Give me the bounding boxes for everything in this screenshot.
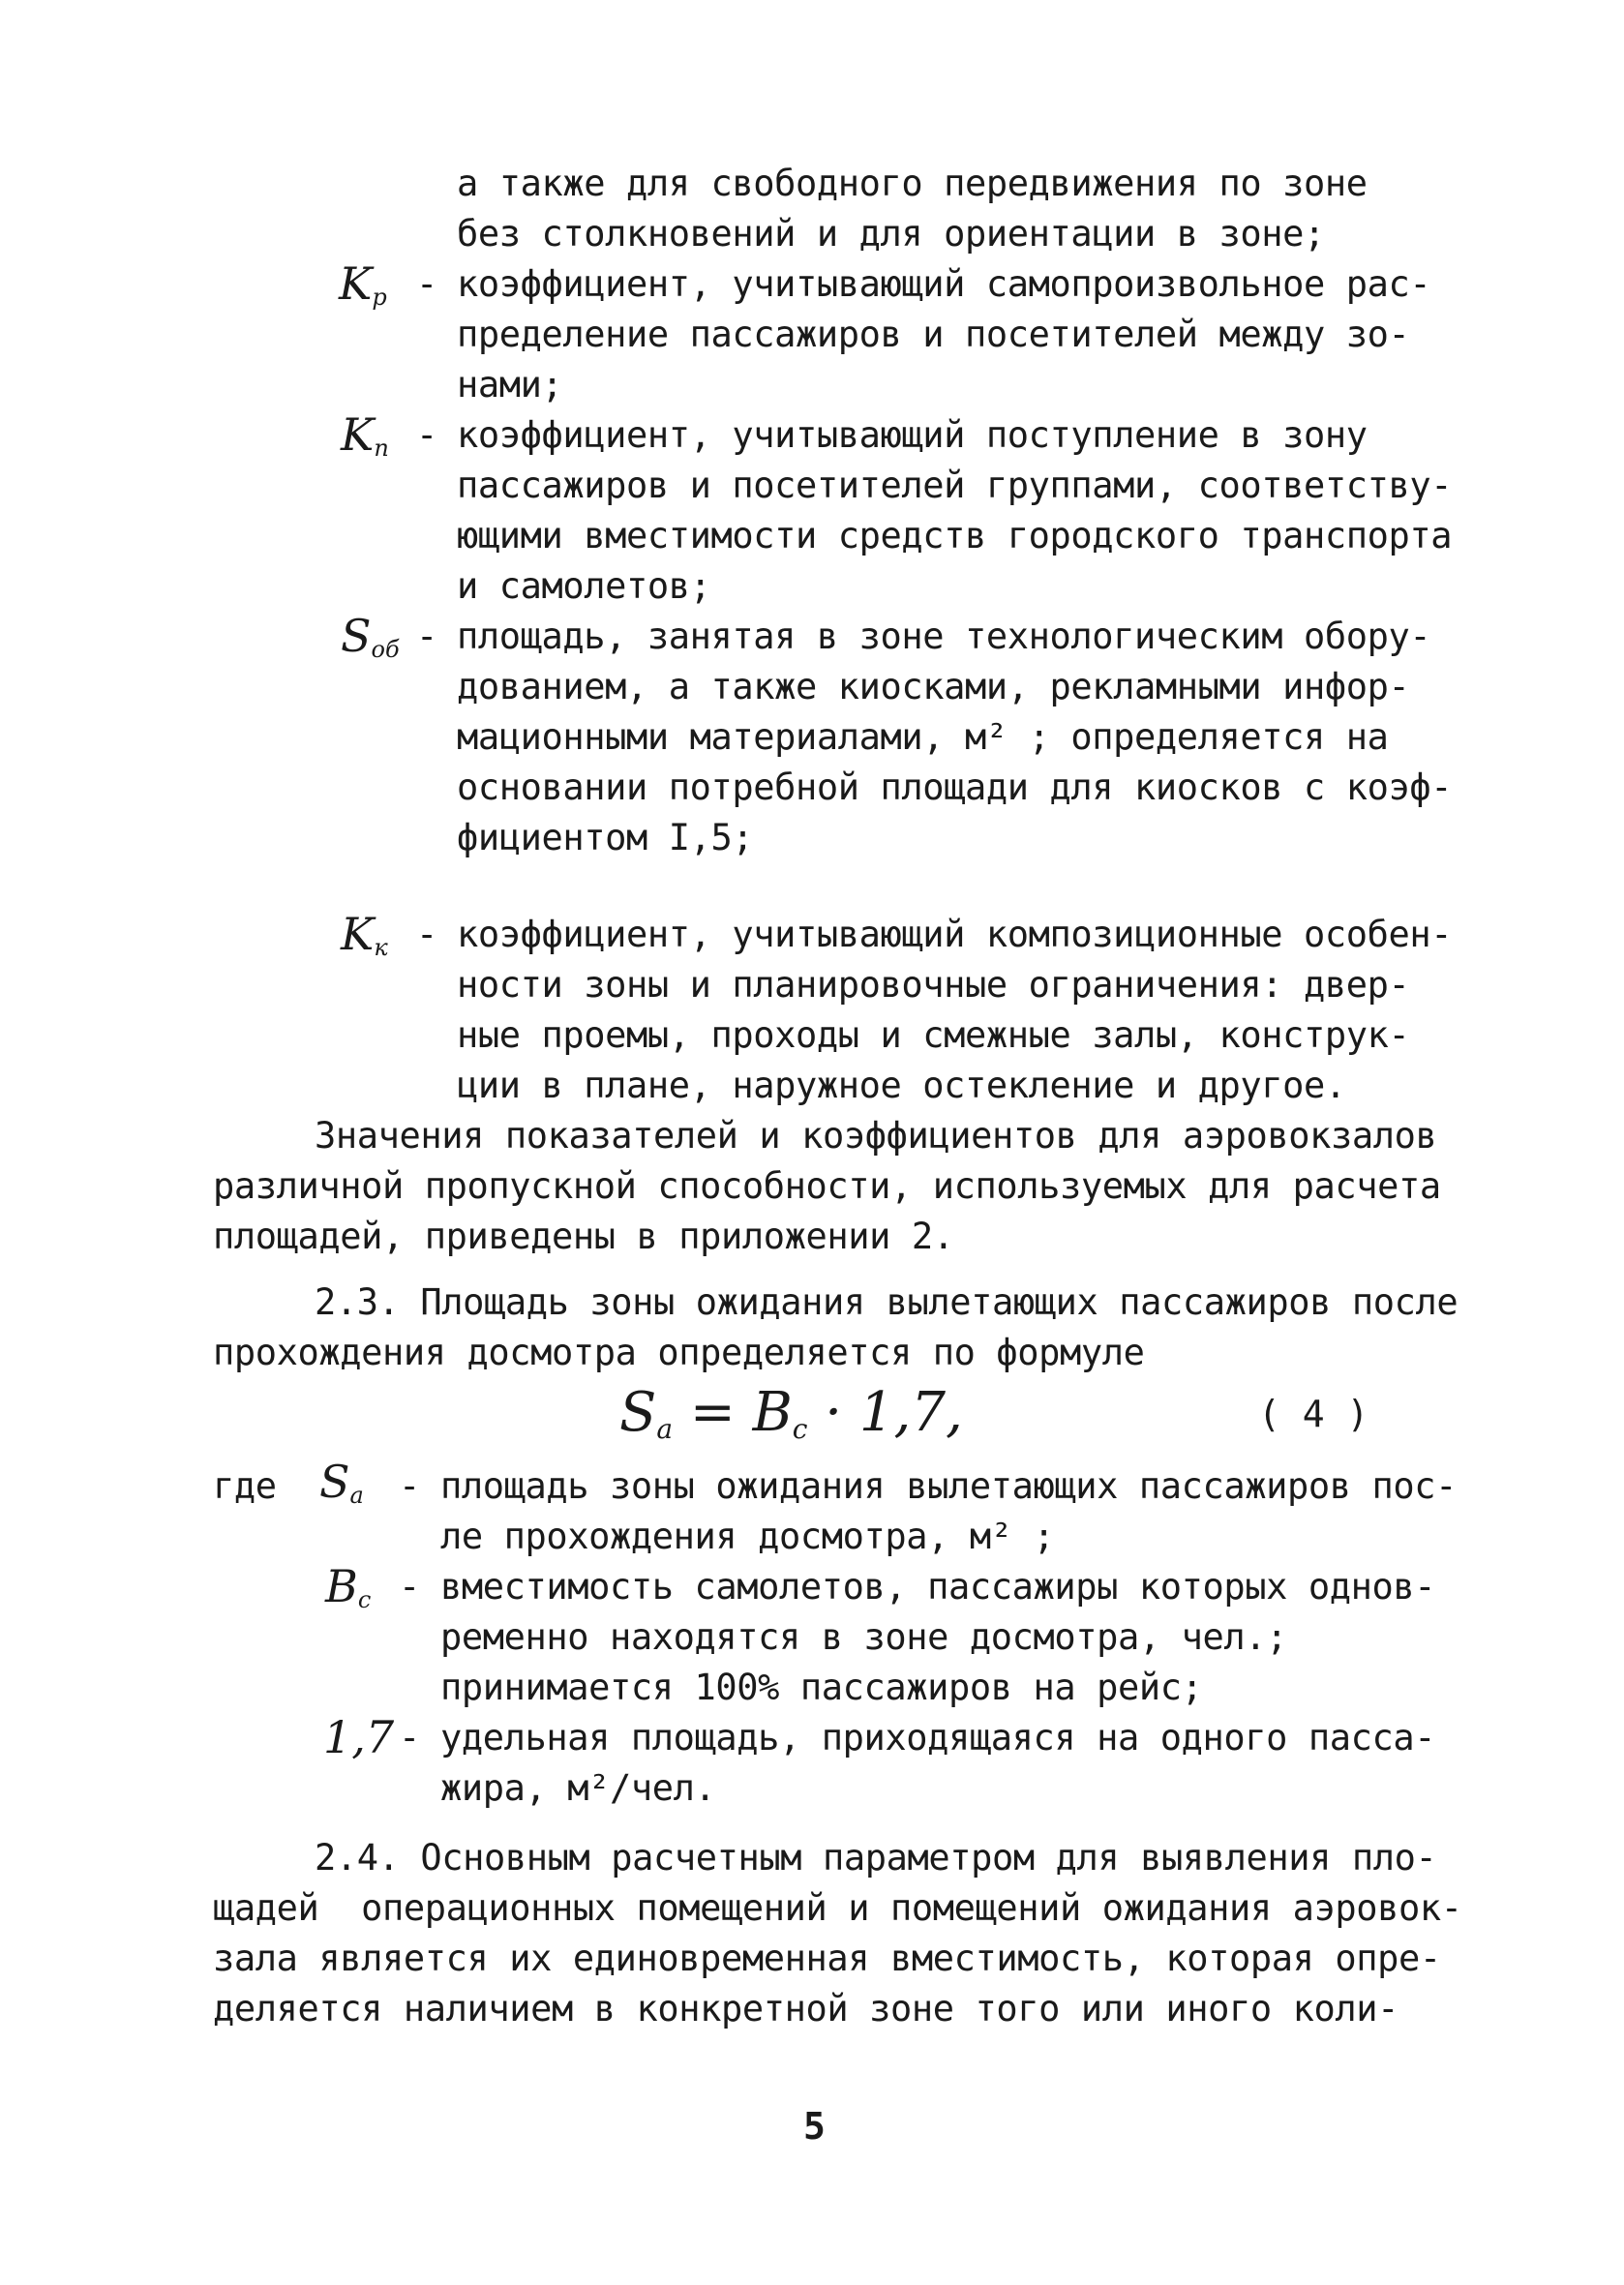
kn-line-3: ющими вместимости средств городского транспорта — [457, 515, 1453, 556]
dash: - — [416, 616, 437, 657]
sob-line-1: площадь, занятая в зоне технологическим обору- — [457, 616, 1431, 657]
dash: - — [416, 914, 437, 955]
intro-line-1: а также для свободного передвижения по зоне — [457, 163, 1368, 204]
sob-line-3: мационными материалами, м² ; определяется на — [457, 716, 1389, 758]
kn-line-2: пассажиров и посетителей группами, соответству- — [457, 465, 1453, 506]
symbol-bc: $B_c$ — [325, 1560, 372, 1613]
kp-line-2: пределение пассажиров и посетителей между зо- — [457, 314, 1410, 355]
dash: - — [399, 1717, 420, 1759]
para-24-line-1: 2.4. Основным расчетным параметром для выявления пло- — [315, 1837, 1437, 1879]
where-label: где — [213, 1465, 277, 1507]
dash: - — [399, 1465, 420, 1507]
para-23-line-2: прохождения досмотра определяется по формуле — [213, 1332, 1145, 1373]
para-23-line-1: 2.3. Площадь зоны ожидания вылетающих пассажиров после — [315, 1281, 1459, 1323]
symbol-sa: $S_a$ — [319, 1456, 364, 1509]
formula-4: $S_a = B_c \cdot 1,7$, — [619, 1381, 963, 1445]
kk-line-4: ции в плане, наружное остекление и другое. — [457, 1065, 1346, 1106]
sob-line-5: фициентом I,5; — [457, 817, 754, 858]
kp-line-1: коэффициент, учитывающий самопроизвольное рас- — [457, 263, 1431, 305]
kp-line-3: нами; — [457, 364, 563, 406]
para-24-line-2: щадей операционных помещений и помещений ожидания аэровок- — [213, 1887, 1462, 1929]
bc-line-1: вместимость самолетов, пассажиры которых однов- — [440, 1566, 1436, 1608]
n17-line-2: жира, м²/чел. — [440, 1767, 716, 1809]
symbol-kn: $K_п$ — [341, 408, 389, 462]
dash: - — [416, 414, 437, 456]
sa-line-1: площадь зоны ожидания вылетающих пассажиров пос- — [440, 1465, 1458, 1507]
dash: - — [399, 1566, 420, 1608]
values-line-1: Значения показателей и коэффициентов для аэровокзалов — [315, 1115, 1437, 1157]
values-line-2: различной пропускной способности, используемых для расчета — [213, 1165, 1441, 1207]
sa-line-2: ле прохождения досмотра, м² ; — [440, 1516, 1055, 1557]
para-24-line-3: зала является их единовременная вместимость, которая опре- — [213, 1938, 1441, 1979]
para-24-line-4: деляется наличием в конкретной зоне того или иного коли- — [213, 1988, 1399, 2029]
kk-line-3: ные проемы, проходы и смежные залы, конструк- — [457, 1014, 1410, 1056]
intro-line-2: без столкновений и для ориентации в зоне; — [457, 213, 1325, 255]
symbol-sob: $S_{об}$ — [341, 610, 400, 663]
bc-line-3: принимается 100% пассажиров на рейс; — [440, 1667, 1203, 1708]
equation-number: ( 4 ) — [1258, 1393, 1369, 1435]
symbol-1-7: 1,7 — [323, 1711, 395, 1763]
kk-line-2: ности зоны и планировочные ограничения: двер- — [457, 964, 1410, 1006]
kn-line-4: и самолетов; — [457, 565, 711, 607]
kk-line-1: коэффициент, учитывающий композиционные особен- — [457, 914, 1453, 955]
bc-line-2: ременно находятся в зоне досмотра, чел.; — [440, 1616, 1288, 1658]
values-line-3: площадей, приведены в приложении 2. — [213, 1216, 954, 1257]
sob-line-4: основании потребной площади для киосков с коэф- — [457, 767, 1453, 808]
kn-line-1: коэффициент, учитывающий поступление в зону — [457, 414, 1368, 456]
sob-line-2: дованием, а также киосками, рекламными инфор- — [457, 666, 1410, 707]
n17-line-1: удельная площадь, приходящаяся на одного пасса- — [440, 1717, 1436, 1759]
symbol-kk: $K_к$ — [341, 908, 388, 961]
symbol-kp: $K_p$ — [339, 257, 387, 311]
page-number: 5 — [803, 2105, 826, 2148]
dash: - — [416, 263, 437, 305]
